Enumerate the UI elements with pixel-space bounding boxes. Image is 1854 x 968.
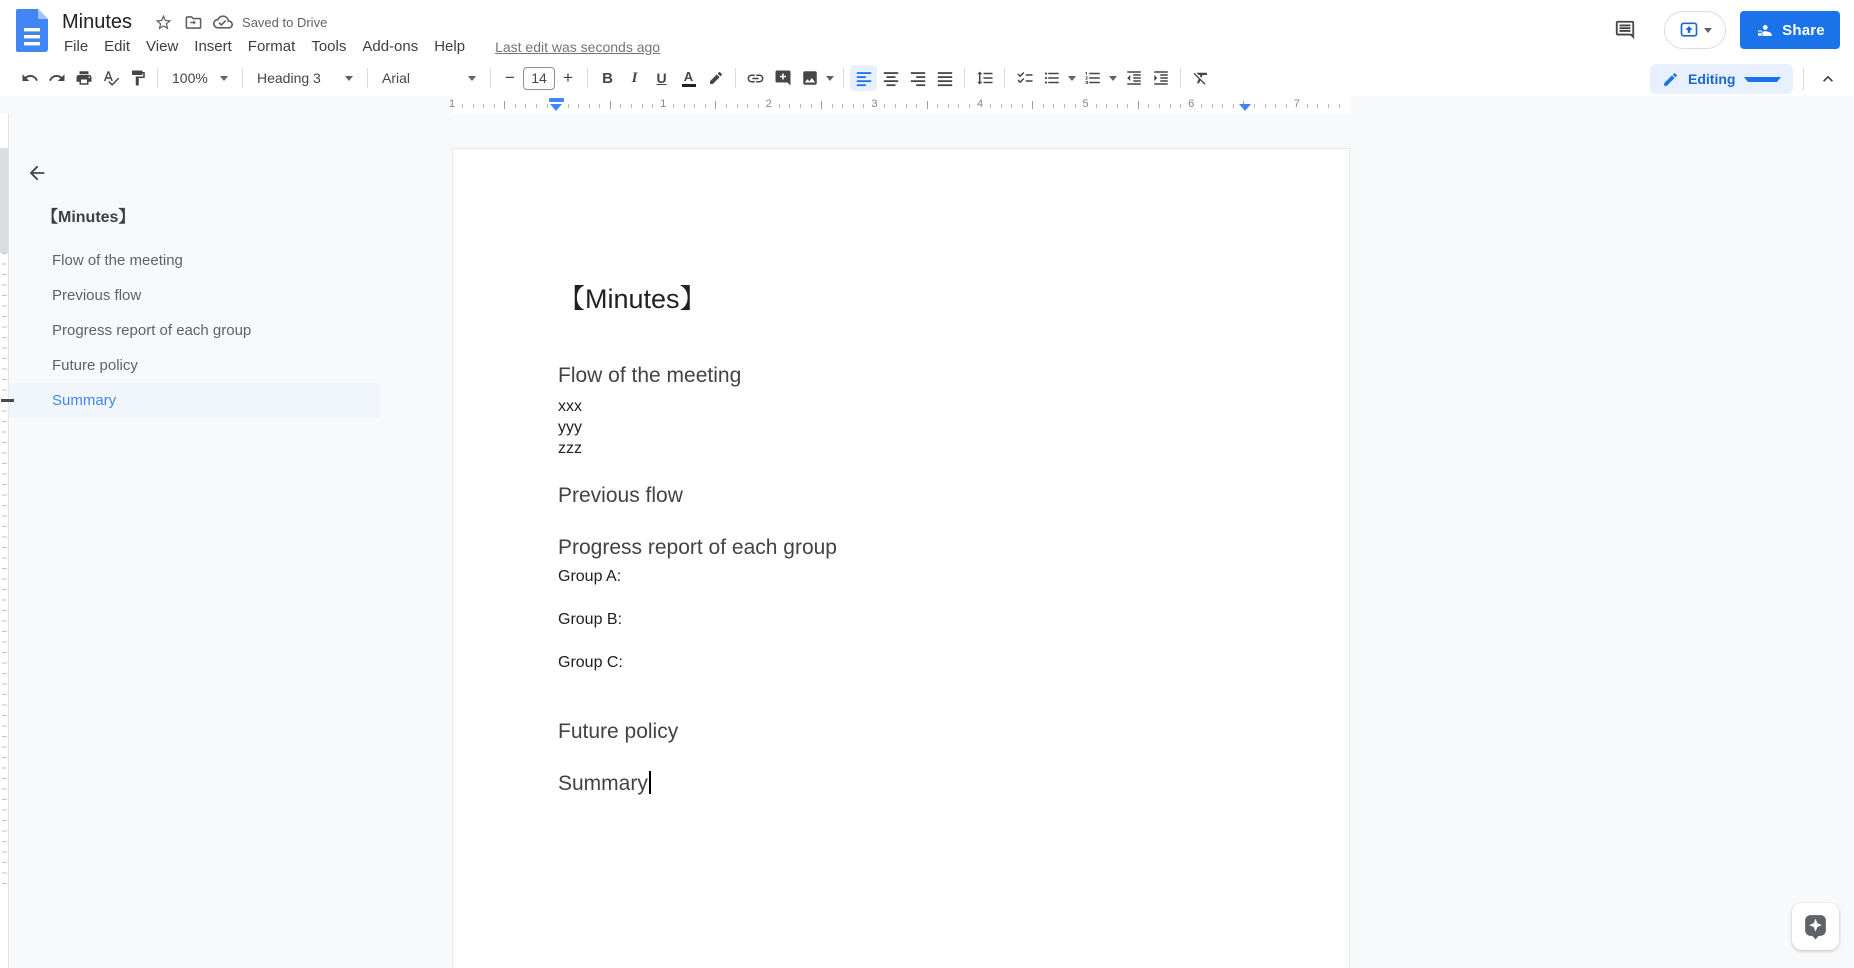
ruler-number: 7 (1293, 98, 1300, 110)
menu-format[interactable]: Format (247, 38, 296, 55)
present-dropdown-caret (1704, 28, 1712, 33)
doc-paragraph-heading[interactable]: Progress report of each group (558, 536, 837, 559)
outline-item-flow[interactable]: Flow of the meeting (52, 252, 183, 269)
ruler-tick (1011, 104, 1012, 108)
paint-format-icon (129, 69, 147, 87)
vertical-ruler-ticks (2, 253, 7, 893)
toolbar-divider (964, 68, 965, 88)
ruler-tick (853, 104, 854, 108)
document-title[interactable]: Minutes (62, 10, 133, 33)
ruler-tick (610, 101, 611, 109)
chevron-down-icon (1109, 76, 1117, 81)
ruler-tick (758, 104, 759, 108)
document-title-row (62, 8, 327, 36)
close-outline-button[interactable] (21, 157, 53, 189)
ruler-tick (1275, 104, 1276, 108)
font-size-control (499, 66, 579, 90)
align-left-button[interactable] (850, 65, 877, 91)
ruler-tick (1148, 104, 1149, 108)
text-color-button[interactable] (675, 65, 702, 91)
toolbar-divider (1180, 68, 1181, 88)
ruler-tick (473, 104, 474, 108)
ruler-tick (536, 104, 537, 108)
ruler-tick (1201, 104, 1202, 108)
link-icon (746, 69, 765, 88)
ruler-tick (884, 104, 885, 108)
ruler-tick (895, 104, 896, 108)
star-icon (154, 13, 173, 32)
ruler-tick (747, 104, 748, 108)
doc-paragraph-body[interactable]: Group C: (558, 654, 623, 671)
add-comment-icon (774, 69, 792, 87)
line-spacing-button[interactable] (971, 65, 998, 91)
text-color-icon: A (682, 70, 696, 87)
checklist-button[interactable] (1011, 65, 1038, 91)
insert-link-button[interactable] (742, 65, 769, 91)
paragraph-style-select[interactable] (249, 65, 361, 91)
menu-tools[interactable]: Tools (311, 38, 347, 55)
toolbar-divider (157, 68, 158, 88)
insert-image-dropdown[interactable] (823, 65, 837, 91)
content-area (0, 114, 1854, 968)
align-left-icon (855, 69, 873, 87)
ruler-tick (694, 104, 695, 108)
ruler-number: 5 (1082, 98, 1089, 110)
line-spacing-icon (976, 69, 994, 87)
first-line-indent-marker[interactable] (549, 98, 564, 102)
doc-paragraph-heading[interactable]: Previous flow (558, 484, 683, 507)
ruler-number: 1 (660, 98, 667, 110)
share-button[interactable] (1740, 11, 1840, 49)
zoom-value: 100% (172, 70, 208, 86)
toolbar-divider (367, 68, 368, 88)
ruler-tick (927, 101, 928, 109)
checklist-icon (1016, 69, 1034, 87)
ruler-tick (937, 104, 938, 108)
toolbar-divider (242, 68, 243, 88)
ruler-tick (969, 104, 970, 108)
arrow-back-icon (26, 162, 48, 184)
folder-move-icon (184, 13, 203, 32)
ruler-tick (1222, 104, 1223, 108)
ruler-tick (1254, 104, 1255, 108)
paragraph-style-value: Heading 3 (257, 70, 321, 86)
ruler-tick (1022, 104, 1023, 108)
italic-button[interactable] (621, 65, 648, 91)
right-indent-marker[interactable] (1239, 104, 1251, 111)
ruler-number: 4 (976, 98, 984, 110)
print-button[interactable] (70, 65, 97, 91)
numbered-list-button[interactable] (1079, 65, 1106, 91)
zoom-select[interactable] (164, 65, 236, 91)
ruler-tick (821, 101, 822, 109)
doc-paragraph-heading[interactable]: Future policy (558, 720, 679, 743)
ruler-tick (1328, 104, 1329, 108)
doc-paragraph-body[interactable]: Group A: (558, 568, 622, 585)
menu-insert[interactable]: Insert (194, 38, 232, 55)
ruler-tick (863, 104, 864, 108)
bold-icon: B (602, 69, 613, 87)
editing-mode-select[interactable] (1650, 64, 1793, 94)
menu-file[interactable]: File (64, 38, 89, 55)
present-icon (1678, 20, 1700, 40)
menu-view[interactable]: View (146, 38, 179, 55)
align-right-button[interactable] (904, 65, 931, 91)
font-value: Arial (382, 70, 411, 86)
toolbar-divider (843, 68, 844, 88)
decrease-indent-button[interactable] (1120, 65, 1147, 91)
redo-button[interactable] (43, 65, 70, 91)
ruler-tick (1075, 104, 1076, 108)
document-status-button[interactable] (210, 9, 236, 35)
ruler-tick (916, 104, 917, 108)
ruler-tick (715, 101, 716, 109)
ruler-tick (578, 104, 579, 108)
ruler-tick (673, 104, 674, 108)
ruler-tick (779, 104, 780, 108)
ruler-tick (1265, 104, 1266, 108)
ruler-tick (800, 104, 801, 108)
align-center-button[interactable] (877, 65, 904, 91)
ruler-tick (1053, 104, 1054, 108)
ruler-tick (1138, 101, 1139, 109)
ruler-tick (1043, 104, 1044, 108)
ruler-tick (1317, 104, 1318, 108)
document-page[interactable] (452, 148, 1350, 968)
ruler-tick (948, 104, 949, 108)
toolbar-divider (490, 68, 491, 88)
print-icon (75, 69, 93, 87)
cloud-check-icon (213, 12, 233, 32)
ruler-tick (990, 104, 991, 108)
ruler-tick (958, 104, 959, 108)
ruler-tick (705, 104, 706, 108)
ruler-tick (652, 104, 653, 108)
topbar-right-actions (1608, 0, 1840, 60)
horizontal-ruler[interactable] (0, 96, 1854, 114)
font-select[interactable] (374, 65, 484, 91)
left-indent-marker[interactable] (550, 104, 562, 111)
docs-logo-icon[interactable] (16, 9, 48, 52)
ruler-tick (1159, 104, 1160, 108)
ruler-number: 6 (1188, 98, 1195, 110)
open-comment-history-button[interactable] (1608, 13, 1642, 47)
outline-items (9, 243, 380, 418)
explore-button[interactable] (1792, 903, 1839, 950)
ruler-tick (1170, 104, 1171, 108)
doc-paragraph-title[interactable]: 【Minutes】 (558, 284, 707, 314)
justify-icon (936, 69, 954, 87)
chevron-down-icon (345, 76, 353, 81)
chevron-down-icon (1744, 77, 1781, 82)
numbered-list-icon (1084, 69, 1102, 87)
hide-menus-button[interactable] (1814, 65, 1842, 93)
vertical-ruler-margin (0, 148, 8, 253)
editing-mode-label: Editing (1688, 71, 1736, 87)
ruler-tick (1001, 104, 1002, 108)
bold-button[interactable] (594, 65, 621, 91)
mode-divider (1803, 68, 1804, 90)
toolbar (0, 60, 1854, 96)
ruler-tick (1096, 104, 1097, 108)
doc-paragraph-text: Summary (558, 772, 648, 795)
outline-item-future-policy[interactable]: Future policy (52, 357, 138, 374)
decrease-font-size-button[interactable]: − (505, 68, 515, 87)
increase-indent-icon (1152, 69, 1170, 87)
share-button-label: Share (1782, 21, 1825, 39)
move-to-folder-button[interactable] (180, 9, 206, 35)
align-right-icon (909, 69, 927, 87)
saved-status-text: Saved to Drive (242, 14, 328, 30)
chevron-up-icon (1818, 69, 1838, 89)
menu-bar (56, 36, 660, 57)
chevron-down-icon (1068, 76, 1076, 81)
toolbar-divider (735, 68, 736, 88)
last-edit-link[interactable]: Last edit was seconds ago (495, 38, 661, 55)
ruler-number: 2 (765, 98, 772, 110)
ruler-tick (620, 104, 621, 108)
comment-history-icon (1614, 19, 1636, 41)
doc-paragraph-heading[interactable] (558, 771, 651, 796)
menu-addons[interactable]: Add-ons (362, 38, 419, 55)
align-center-icon (882, 69, 900, 87)
mode-area (1650, 64, 1842, 94)
ruler-tick (1032, 101, 1033, 109)
ruler-tick (842, 104, 843, 108)
ruler-number: 3 (871, 98, 878, 110)
insert-image-icon (801, 69, 819, 87)
ruler-tick (494, 104, 495, 108)
share-person-icon (1755, 21, 1774, 40)
ruler-tick (1233, 104, 1234, 108)
bulleted-list-dropdown[interactable] (1065, 65, 1079, 91)
increase-font-size-button[interactable]: + (563, 68, 573, 87)
ruler-tick (547, 104, 548, 108)
chevron-down-icon (826, 76, 834, 81)
outline-item-summary[interactable]: Summary (9, 383, 380, 418)
doc-paragraph-body[interactable]: Group B: (558, 611, 623, 628)
ruler-tick (525, 104, 526, 108)
doc-paragraph-body[interactable]: xxx (558, 398, 582, 415)
ruler-tick (832, 104, 833, 108)
ruler-tick (684, 104, 685, 108)
outline-item-progress-report[interactable]: Progress report of each group (52, 322, 252, 339)
insert-image-button[interactable] (796, 65, 823, 91)
text-cursor (649, 771, 651, 794)
chevron-down-icon (220, 76, 228, 81)
ruler-tick (789, 104, 790, 108)
ruler-tick (1212, 104, 1213, 108)
ruler-tick (631, 104, 632, 108)
highlight-color-button[interactable] (702, 65, 729, 91)
spellcheck-icon (102, 69, 120, 87)
ruler-tick (1339, 104, 1340, 108)
vertical-ruler[interactable] (0, 114, 9, 968)
ruler-tick (906, 104, 907, 108)
outline-sidebar (9, 114, 380, 968)
menu-help[interactable]: Help (434, 38, 466, 55)
ruler-number: 1 (448, 98, 456, 110)
increase-indent-button[interactable] (1147, 65, 1174, 91)
doc-paragraph-body[interactable]: yyy (558, 419, 582, 436)
ruler-tick (599, 104, 600, 108)
ruler-tick (1106, 104, 1107, 108)
ruler-tick (1180, 104, 1181, 108)
toolbar-divider (1004, 68, 1005, 88)
ruler-tick (1127, 104, 1128, 108)
font-size-input[interactable]: 14 (523, 67, 555, 90)
ruler-tick (726, 104, 727, 108)
underline-button[interactable] (648, 65, 675, 91)
outline-position-indicator (1, 399, 14, 402)
paint-format-button[interactable] (124, 65, 151, 91)
ruler-tick (642, 104, 643, 108)
decrease-indent-icon (1125, 69, 1143, 87)
ruler-tick (1117, 104, 1118, 108)
undo-button[interactable] (16, 65, 43, 91)
ruler-tick (462, 104, 463, 108)
ruler-tick (1064, 104, 1065, 108)
present-button[interactable] (1664, 11, 1726, 49)
ruler-tick (589, 104, 590, 108)
toolbar-divider (587, 68, 588, 88)
ruler-tick (515, 104, 516, 108)
doc-paragraph-body[interactable]: zzz (558, 440, 582, 457)
ruler-tick (1307, 104, 1308, 108)
justify-button[interactable] (931, 65, 958, 91)
redo-icon (48, 69, 66, 87)
star-button[interactable] (150, 9, 176, 35)
ruler-tick (483, 104, 484, 108)
editing-pencil-icon (1662, 71, 1679, 88)
menu-edit[interactable]: Edit (104, 38, 131, 55)
clear-formatting-icon (1192, 69, 1210, 87)
undo-icon (21, 69, 39, 87)
ruler-page-span (452, 96, 1351, 114)
explore-icon (1802, 912, 1829, 941)
ruler-tick (737, 104, 738, 108)
clear-formatting-button[interactable] (1187, 65, 1214, 91)
top-bar (0, 0, 1854, 60)
spellcheck-button[interactable] (97, 65, 124, 91)
ruler-tick (1286, 104, 1287, 108)
bulleted-list-button[interactable] (1038, 65, 1065, 91)
add-comment-button[interactable] (769, 65, 796, 91)
outline-item-previous-flow[interactable]: Previous flow (52, 287, 142, 304)
ruler-tick (811, 104, 812, 108)
chevron-down-icon (468, 76, 476, 81)
italic-icon: I (631, 69, 638, 86)
ruler-tick (568, 104, 569, 108)
underline-icon: U (656, 70, 667, 86)
outline-item-minutes[interactable]: 【Minutes】 (42, 209, 135, 226)
numbered-list-dropdown[interactable] (1106, 65, 1120, 91)
highlighter-icon (707, 69, 725, 87)
ruler-tick (504, 101, 505, 109)
bulleted-list-icon (1043, 69, 1061, 87)
doc-paragraph-heading[interactable]: Flow of the meeting (558, 364, 742, 387)
